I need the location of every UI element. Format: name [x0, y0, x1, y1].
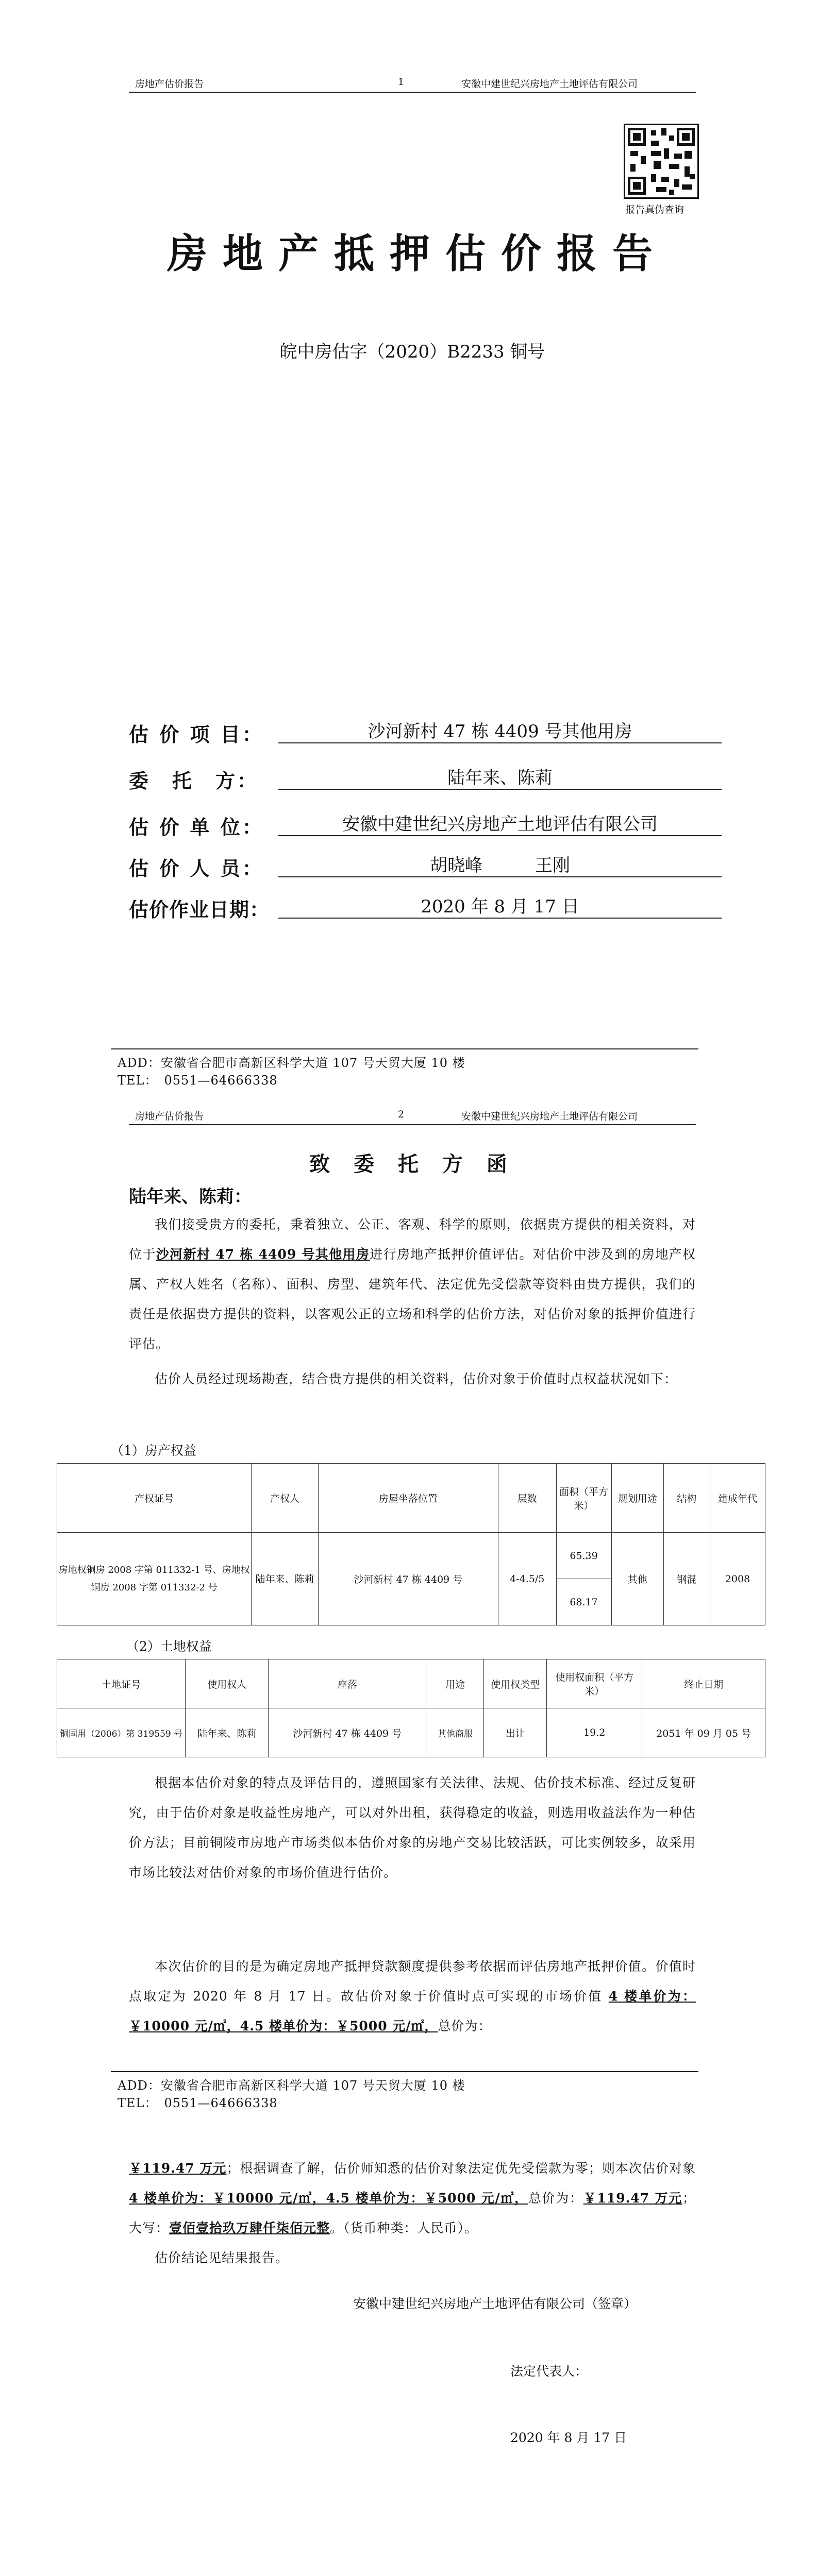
- letter-paragraph-3: 根据本估价对象的特点及评估目的，遵照国家有关法律、法规、估价技术标准、经过反复研究，由于估价对象是收益性房地产，可以对外出租，获得稳定的收益，则选用收益法作为一种估价方法；目前铜陵市房地产市场类似本估价对象的房地产交易比较活跃，可比实例较多，故采用市场比较法对估价对象的市场价值进行估价。: [129, 1775, 696, 1880]
- letter-paragraph-5: ￥119.47 万元；根据调查了解，估价师知悉的估价对象法定优先受偿款为零；则本次估价对象4 楼单价为：￥10000 元/㎡，4.5 楼单价为：￥5000 元/㎡，总价为：￥119.47 万元；大写：壹佰壹拾玖万肆仟柒佰元整。（货币种类：人民币）。: [129, 2161, 696, 2235]
- field-value-appraisers: 胡晓峰 王刚: [278, 851, 722, 877]
- house-col-structure: 结构: [663, 1464, 710, 1533]
- page2-footer-tel: TEL： 0551—64666338: [118, 2096, 278, 2110]
- house-col-year: 建成年代: [710, 1464, 765, 1533]
- letter-paragraph-1: 我们接受贵方的委托，秉着独立、公正、客观、科学的原则，依据贵方提供的相关资料，对位于沙河新村 47 栋 4409 号其他用房进行房地产抵押价值评估。对估价中涉及到的房地产权属、产权人姓名（名称）、面积、房型、建筑年代、法定优先受偿款等资料由贵方提供，我们的责任是依据贵方提供的资料，以客观公正的立场和科学的估价方法，对估价对象的抵押价值进行评估。: [129, 1217, 696, 1351]
- land-cell-location: 沙河新村 47 栋 4409 号: [269, 1708, 426, 1757]
- land-col-location: 座落: [269, 1659, 426, 1708]
- page1-footer-address: ADD：安徽省合肥市高新区科学大道 107 号天贸大厦 10 楼: [118, 1056, 465, 1070]
- page1-header-page-number: 1: [398, 76, 405, 88]
- section-house-rights: （1）房产权益: [111, 1443, 196, 1458]
- land-col-type: 使用权类型: [484, 1659, 547, 1708]
- field-label-client: 委 托 方：: [129, 769, 259, 792]
- house-col-floors: 层数: [498, 1464, 556, 1533]
- page1-footer-tel: TEL： 0551—64666338: [118, 1073, 278, 1088]
- field-label-appraisers: 估 价 人 员：: [129, 857, 264, 880]
- signature-date: 2020 年 8 月 17 日: [510, 2430, 627, 2445]
- house-rights-table: [57, 1463, 765, 1625]
- house-cell-structure: 钢混: [663, 1533, 710, 1625]
- house-col-location: 房屋坐落位置: [318, 1464, 498, 1533]
- land-cell-type: 出让: [484, 1708, 547, 1757]
- land-row: [57, 1708, 765, 1757]
- page1-header-rule: [129, 92, 696, 93]
- house-cell-floors: 4-4.5/5: [498, 1533, 556, 1625]
- report-title: 房地产抵押估价报告: [166, 230, 668, 277]
- page1-header-right: 安徽中建世纪兴房地产土地评估有限公司: [461, 78, 638, 90]
- land-cell-area: 19.2: [547, 1708, 642, 1757]
- land-cell-owner: 陆年来、陈莉: [186, 1708, 269, 1757]
- house-cell-owner: 陆年来、陈莉: [252, 1533, 319, 1625]
- qr-code-icon: [625, 125, 697, 197]
- page2-header-rule: [129, 1124, 696, 1125]
- house-col-cert: 产权证号: [57, 1464, 252, 1533]
- page2-header-left: 房地产估价报告: [135, 1111, 204, 1122]
- land-col-use: 用途: [426, 1659, 484, 1708]
- report-number: 皖中房估字（2020）B2233 铜号: [279, 342, 545, 362]
- land-col-owner: 使用权人: [186, 1659, 269, 1708]
- field-label-appraiser-org: 估 价 单 位：: [129, 816, 264, 839]
- field-label-work-date: 估价作业日期：: [129, 898, 270, 921]
- land-rights-table: [57, 1659, 765, 1757]
- field-value-project: 沙河新村 47 栋 4409 号其他用房: [278, 717, 722, 743]
- land-col-area: 使用权面积（平方米）: [547, 1659, 642, 1708]
- land-col-cert: 土地证号: [57, 1659, 186, 1708]
- house-col-owner: 产权人: [252, 1464, 319, 1533]
- house-row: [57, 1533, 765, 1579]
- signature-legal-rep: 法定代表人：: [510, 2364, 588, 2379]
- signature-company: 安徽中建世纪兴房地产土地评估有限公司（签章）: [353, 2296, 637, 2311]
- field-label-project: 估 价 项 目：: [129, 723, 264, 746]
- letter-paragraph-2: 估价人员经过现场勘查，结合贵方提供的相关资料，估价对象于价值时点权益状况如下：: [155, 1371, 678, 1386]
- page1-header-left: 房地产估价报告: [135, 78, 204, 90]
- page2-footer-address: ADD：安徽省合肥市高新区科学大道 107 号天贸大厦 10 楼: [118, 2078, 465, 2093]
- house-cell-area-2: 68.17: [556, 1579, 611, 1625]
- house-cell-location: 沙河新村 47 栋 4409 号: [318, 1533, 498, 1625]
- field-value-appraiser-org: 安徽中建世纪兴房地产土地评估有限公司: [278, 810, 722, 836]
- section-land-rights: （2）土地权益: [126, 1639, 212, 1654]
- letter-paragraph-4: 本次估价的目的是为确定房地产抵押贷款额度提供参考依据而评估房地产抵押价值。价值时点取定为 2020 年 8 月 17 日。故估价对象于价值时点可实现的市场价值 4 楼单价为：￥10000 元/㎡，4.5 楼单价为：￥5000 元/㎡，总价为：: [129, 1959, 696, 2033]
- page2-footer-rule: [111, 2071, 698, 2072]
- qr-caption: 报告真伪查询: [625, 204, 685, 215]
- land-col-end-date: 终止日期: [642, 1659, 765, 1708]
- letter-title: 致 委 托 方 函: [309, 1152, 515, 1176]
- land-cell-end-date: 2051 年 09 月 05 号: [642, 1708, 765, 1757]
- page2-header-page-number: 2: [398, 1109, 405, 1120]
- house-cell-area-1: 65.39: [556, 1533, 611, 1579]
- qr-code[interactable]: [624, 124, 699, 199]
- land-cell-cert: 铜国用（2006）第 319559 号: [57, 1708, 186, 1757]
- house-col-area: 面积（平方米）: [556, 1464, 611, 1533]
- field-value-work-date: 2020 年 8 月 17 日: [278, 892, 722, 919]
- house-cell-cert: 房地权铜房 2008 字第 011332-1 号、房地权铜房 2008 字第 011332-2 号: [57, 1533, 252, 1625]
- house-cell-use: 其他: [611, 1533, 663, 1625]
- land-cell-use: 其他商服: [426, 1708, 484, 1757]
- house-col-use: 规划用途: [611, 1464, 663, 1533]
- field-value-client: 陆年来、陈莉: [278, 764, 722, 790]
- page1-footer-rule: [111, 1048, 698, 1049]
- salutation: 陆年来、陈莉：: [129, 1187, 252, 1207]
- page2-header-right: 安徽中建世纪兴房地产土地评估有限公司: [461, 1111, 638, 1122]
- letter-paragraph-6: 估价结论见结果报告。: [155, 2250, 289, 2265]
- house-cell-year: 2008: [710, 1533, 765, 1625]
